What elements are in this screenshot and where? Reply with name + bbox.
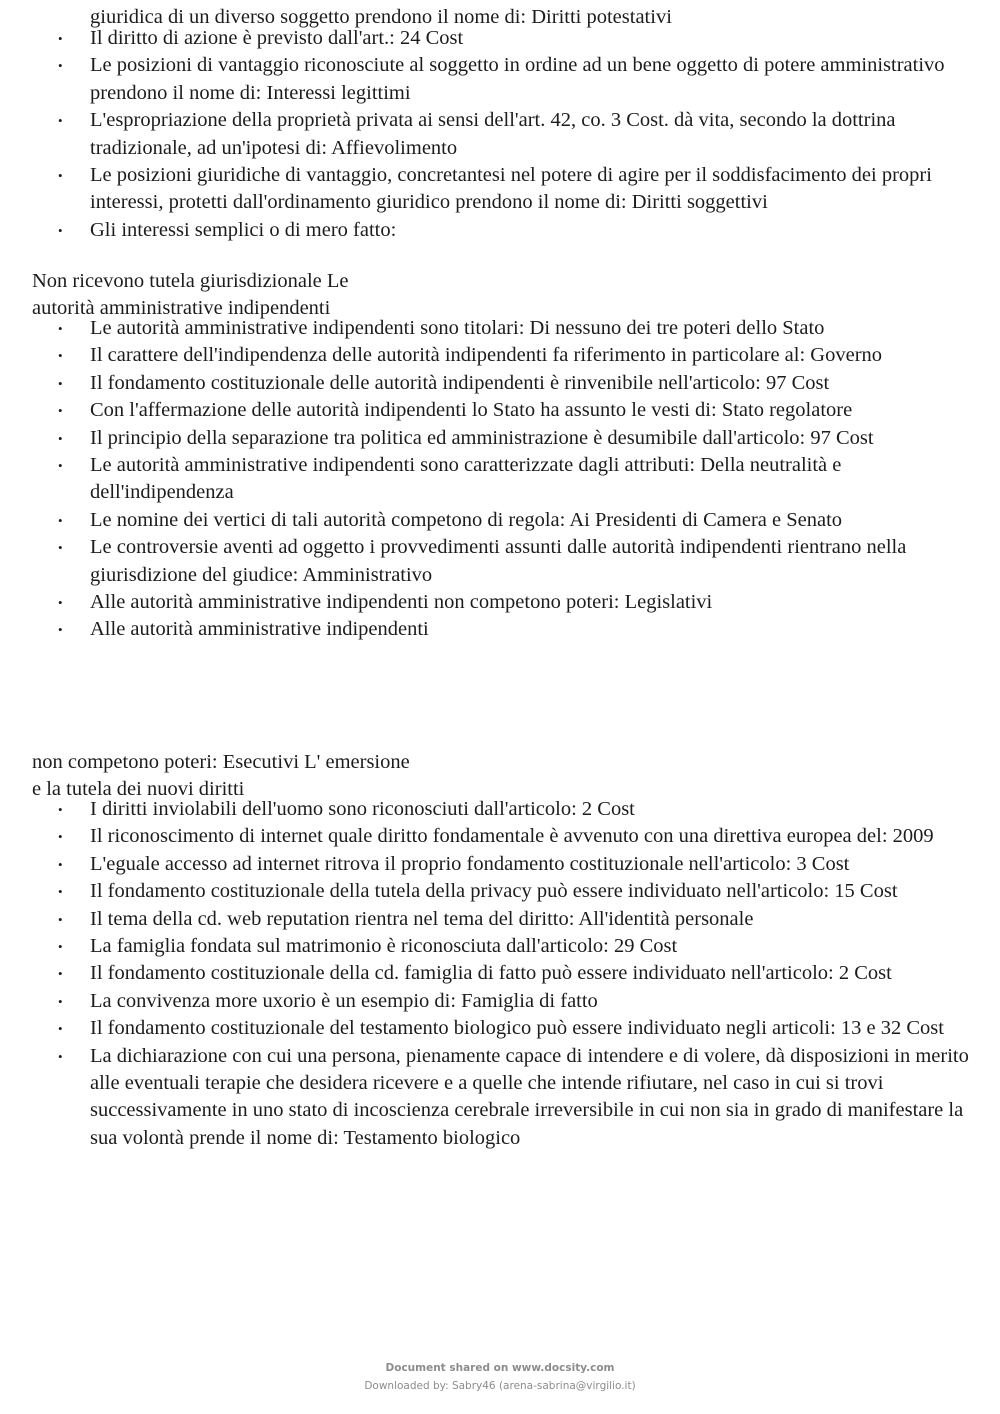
list-item: [0, 107, 1000, 162]
list-item-text: I diritti inviolabili dell'uomo sono riconosciuti dall'articolo: 2 Cost: [90, 798, 635, 820]
bullet-icon: •: [58, 829, 63, 845]
list-item: [0, 616, 1000, 643]
bullet-icon: •: [58, 321, 63, 336]
bullet-icon: •: [58, 348, 63, 364]
bullet-icon: •: [58, 1048, 63, 1064]
bullet-icon: •: [58, 540, 63, 556]
list-item: [0, 1015, 1000, 1042]
bullet-icon: •: [58, 222, 63, 238]
bullet-icon: •: [58, 512, 63, 528]
footer-shared-line: Document shared on www.docsity.com: [385, 1362, 615, 1374]
answer-line: non competono poteri: Esecutivi L' emersione: [32, 751, 410, 773]
list-item-text: La dichiarazione con cui una persona, pienamente capace di intendere e di volere, dà disposizioni in merito alle eventuali terapie che desidera ricevere e a quelle che intende rifiutare, nel caso in cui si trovi successivamente in uno stato di incoscienza cerebrale irreversibile in cui non sia in grado di manifestare la sua volontà prende il nome di: Testamento biologico: [90, 1044, 969, 1149]
continued-line: giuridica di un diverso soggetto prendono il nome di: Diritti potestativi: [90, 6, 672, 28]
list-item-text: Il tema della cd. web reputation rientra nel tema del diritto: All'identità personale: [90, 907, 754, 930]
list-item: [0, 217, 1000, 244]
list-item: [0, 370, 1000, 397]
footer-downloaded-line: Downloaded by: Sabry46 (arena-sabrina@virgilio.it): [364, 1380, 636, 1392]
answer-line: Non ricevono tutela giurisdizionale Le: [32, 270, 349, 292]
bullet-icon: •: [58, 856, 63, 872]
bullet-icon: •: [58, 430, 63, 446]
bullet-icon: •: [58, 58, 63, 74]
list-item-text: Le autorità amministrative indipendenti sono titolari: Di nessuno dei tre poteri dello Stato: [90, 317, 825, 339]
bullet-icon: •: [58, 458, 63, 474]
list-item-text: La convivenza more uxorio è un esempio di: Famiglia di fatto: [90, 989, 598, 1012]
list-item: [0, 878, 1000, 905]
bullet-icon: •: [58, 993, 63, 1009]
list-item: [0, 534, 1000, 589]
bullet-icon: •: [58, 802, 63, 817]
section-heading-fragment: autorità amministrative indipendenti: [32, 297, 331, 319]
bullet-icon: •: [58, 595, 63, 611]
list-item-text: Le nomine dei vertici di tali autorità competono di regola: Ai Presidenti di Camera e Senato: [90, 508, 843, 531]
list-item-text: Alle autorità amministrative indipendenti: [90, 618, 429, 641]
list-item: [0, 452, 1000, 507]
bullet-icon: •: [58, 911, 63, 927]
list-item: [0, 823, 1000, 850]
bullet-icon: •: [58, 403, 63, 419]
list-item-text: Il fondamento costituzionale della cd. famiglia di fatto può essere individuato nell'articolo: 2 Cost: [90, 962, 892, 985]
list-item-text: Alle autorità amministrative indipendenti non competono poteri: Legislativi: [90, 591, 713, 614]
list-item: [0, 1043, 1000, 1153]
list-item-text: La famiglia fondata sul matrimonio è riconosciuta dall'articolo: 29 Cost: [90, 935, 678, 958]
list-item: [0, 507, 1000, 534]
list-item-text: Il fondamento costituzionale delle autorità indipendenti è rinvenibile nell'articolo: 97 Cost: [90, 371, 830, 394]
list-item-text: Il carattere dell'indipendenza delle autorità indipendenti fa riferimento in particolare al: Governo: [90, 344, 883, 367]
list-item: [0, 315, 1000, 342]
list-item-text: Le controversie aventi ad oggetto i provvedimenti assunti dalle autorità indipendenti rientrano nella giurisdizione del giudice: Amministrativo: [90, 536, 907, 586]
bullet-icon: •: [58, 168, 63, 184]
bullet-icon: •: [58, 31, 63, 46]
list-item-text: Il diritto di azione è previsto dall'art.: 24 Cost: [90, 27, 464, 49]
list-item: [0, 589, 1000, 616]
list-item: [0, 960, 1000, 987]
list-item: [0, 397, 1000, 424]
question-list-2: [0, 315, 1000, 644]
question-list-1: [0, 25, 1000, 244]
list-item: [0, 988, 1000, 1015]
list-item: [0, 342, 1000, 369]
list-item-text: L'eguale accesso ad internet ritrova il proprio fondamento costituzionale nell'articolo: 3 Cost: [90, 852, 850, 875]
question-list-3: [0, 796, 1000, 1152]
list-item: [0, 851, 1000, 878]
bullet-icon: •: [58, 622, 63, 638]
list-item: [0, 425, 1000, 452]
list-item-text: Le posizioni di vantaggio riconosciute al soggetto in ordine ad un bene oggetto di potere amministrativo prendono il nome di: Interessi legittimi: [90, 54, 945, 104]
list-item-text: Gli interessi semplici o di mero fatto:: [90, 218, 397, 241]
section-heading-fragment: e la tutela dei nuovi diritti: [32, 778, 245, 800]
bullet-icon: •: [58, 884, 63, 900]
bullet-icon: •: [58, 1021, 63, 1037]
list-item-text: Il principio della separazione tra politica ed amministrazione è desumibile dall'articolo: 97 Cost: [90, 426, 874, 449]
list-item-text: Il fondamento costituzionale della tutela della privacy può essere individuato nell'articolo: 15 Cost: [90, 880, 898, 903]
list-item-text: Le autorità amministrative indipendenti sono caratterizzate dagli attributi: Della neutralità e dell'indipendenza: [90, 454, 842, 504]
list-item-text: Le posizioni giuridiche di vantaggio, concretantesi nel potere di agire per il soddisfacimento dei propri interessi, protetti dall'ordinamento giuridico prendono il nome di: Diritti soggettivi: [90, 164, 932, 214]
bullet-icon: •: [58, 113, 63, 129]
list-item: [0, 52, 1000, 107]
list-item: [0, 933, 1000, 960]
bullet-icon: •: [58, 939, 63, 955]
list-item-text: Il riconoscimento di internet quale diritto fondamentale è avvenuto con una direttiva europea del: 2009: [90, 825, 934, 848]
bullet-icon: •: [58, 375, 63, 391]
list-item: [0, 796, 1000, 823]
list-item: [0, 25, 1000, 52]
list-item: [0, 906, 1000, 933]
list-item: [0, 162, 1000, 217]
list-item-text: Con l'affermazione delle autorità indipendenti lo Stato ha assunto le vesti di: Stato regolatore: [90, 399, 853, 422]
list-item-text: Il fondamento costituzionale del testamento biologico può essere individuato negli articoli: 13 e 32 Cost: [90, 1017, 944, 1040]
bullet-icon: •: [58, 966, 63, 982]
list-item-text: L'espropriazione della proprietà privata ai sensi dell'art. 42, co. 3 Cost. dà vita, secondo la dottrina tradizionale, ad un'ipotesi di: Affievolimento: [90, 109, 896, 159]
